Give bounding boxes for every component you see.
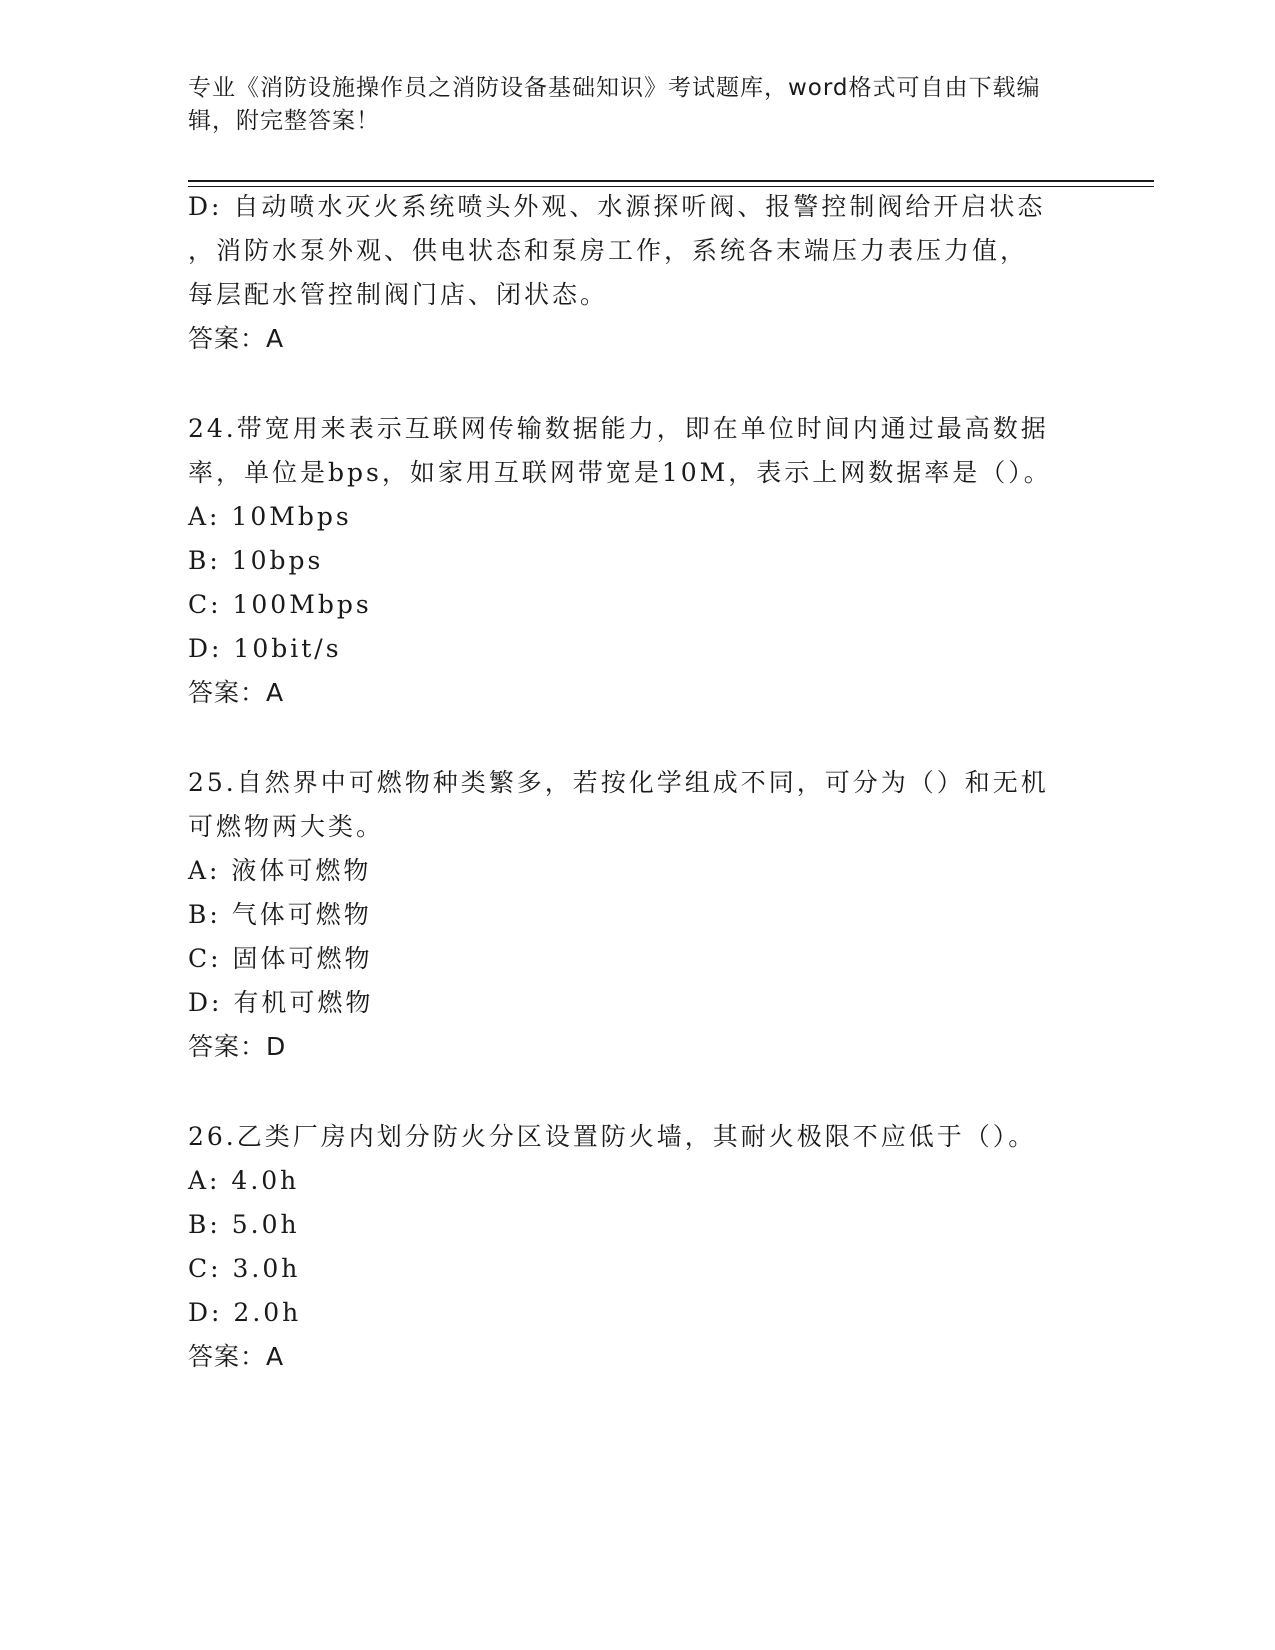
q24-stem-line-2: 率，单位是bps，如家用互联网带宽是10M，表示上网数据率是（）。 bbox=[188, 458, 1052, 487]
q24-option-b: B: 10bps bbox=[188, 546, 324, 575]
q23-answer: 答案：A bbox=[188, 324, 285, 353]
q25-option-a: A: 液体可燃物 bbox=[188, 856, 372, 885]
q25-option-b: B: 气体可燃物 bbox=[188, 900, 372, 929]
q25-option-d: D: 有机可燃物 bbox=[188, 988, 374, 1017]
q26-option-d: D: 2.0h bbox=[188, 1298, 302, 1327]
q24-option-a: A: 10Mbps bbox=[188, 502, 352, 531]
document-header: 专业《消防设施操作员之消防设备基础知识》考试题库，word格式可自由下载编辑，附完整答案！ bbox=[188, 75, 1041, 134]
header-rule-thin bbox=[188, 186, 1154, 187]
q24-stem-line-1: 24.带宽用来表示互联网传输数据能力，即在单位时间内通过最高数据 bbox=[188, 414, 1049, 443]
q23-option-d-line-2: ，消防水泵外观、供电状态和泵房工作，系统各末端压力表压力值， bbox=[188, 236, 1029, 265]
q26-option-b: B: 5.0h bbox=[188, 1210, 300, 1239]
q26-answer: 答案：A bbox=[188, 1342, 285, 1371]
q26-option-c: C: 3.0h bbox=[188, 1254, 301, 1283]
q24-answer: 答案：A bbox=[188, 678, 285, 707]
q25-stem-line-2: 可燃物两大类。 bbox=[188, 812, 385, 841]
q25-option-c: C: 固体可燃物 bbox=[188, 944, 373, 973]
header-rule-thick bbox=[188, 180, 1154, 182]
q25-answer: 答案：D bbox=[188, 1032, 287, 1061]
q24-option-c: C: 100Mbps bbox=[188, 590, 372, 619]
q25-stem-line-1: 25.自然界中可燃物种类繁多，若按化学组成不同，可分为（）和无机 bbox=[188, 768, 1049, 797]
q26-stem-line-1: 26.乙类厂房内划分防火分区设置防火墙，其耐火极限不应低于（）。 bbox=[188, 1122, 1037, 1151]
q26-option-a: A: 4.0h bbox=[188, 1166, 300, 1195]
q23-option-d-line-3: 每层配水管控制阀门店、闭状态。 bbox=[188, 280, 609, 309]
q23-option-d-line-1: D: 自动喷水灭火系统喷头外观、水源探听阀、报警控制阀给开启状态 bbox=[188, 192, 1046, 221]
q24-option-d: D: 10bit/s bbox=[188, 634, 342, 663]
